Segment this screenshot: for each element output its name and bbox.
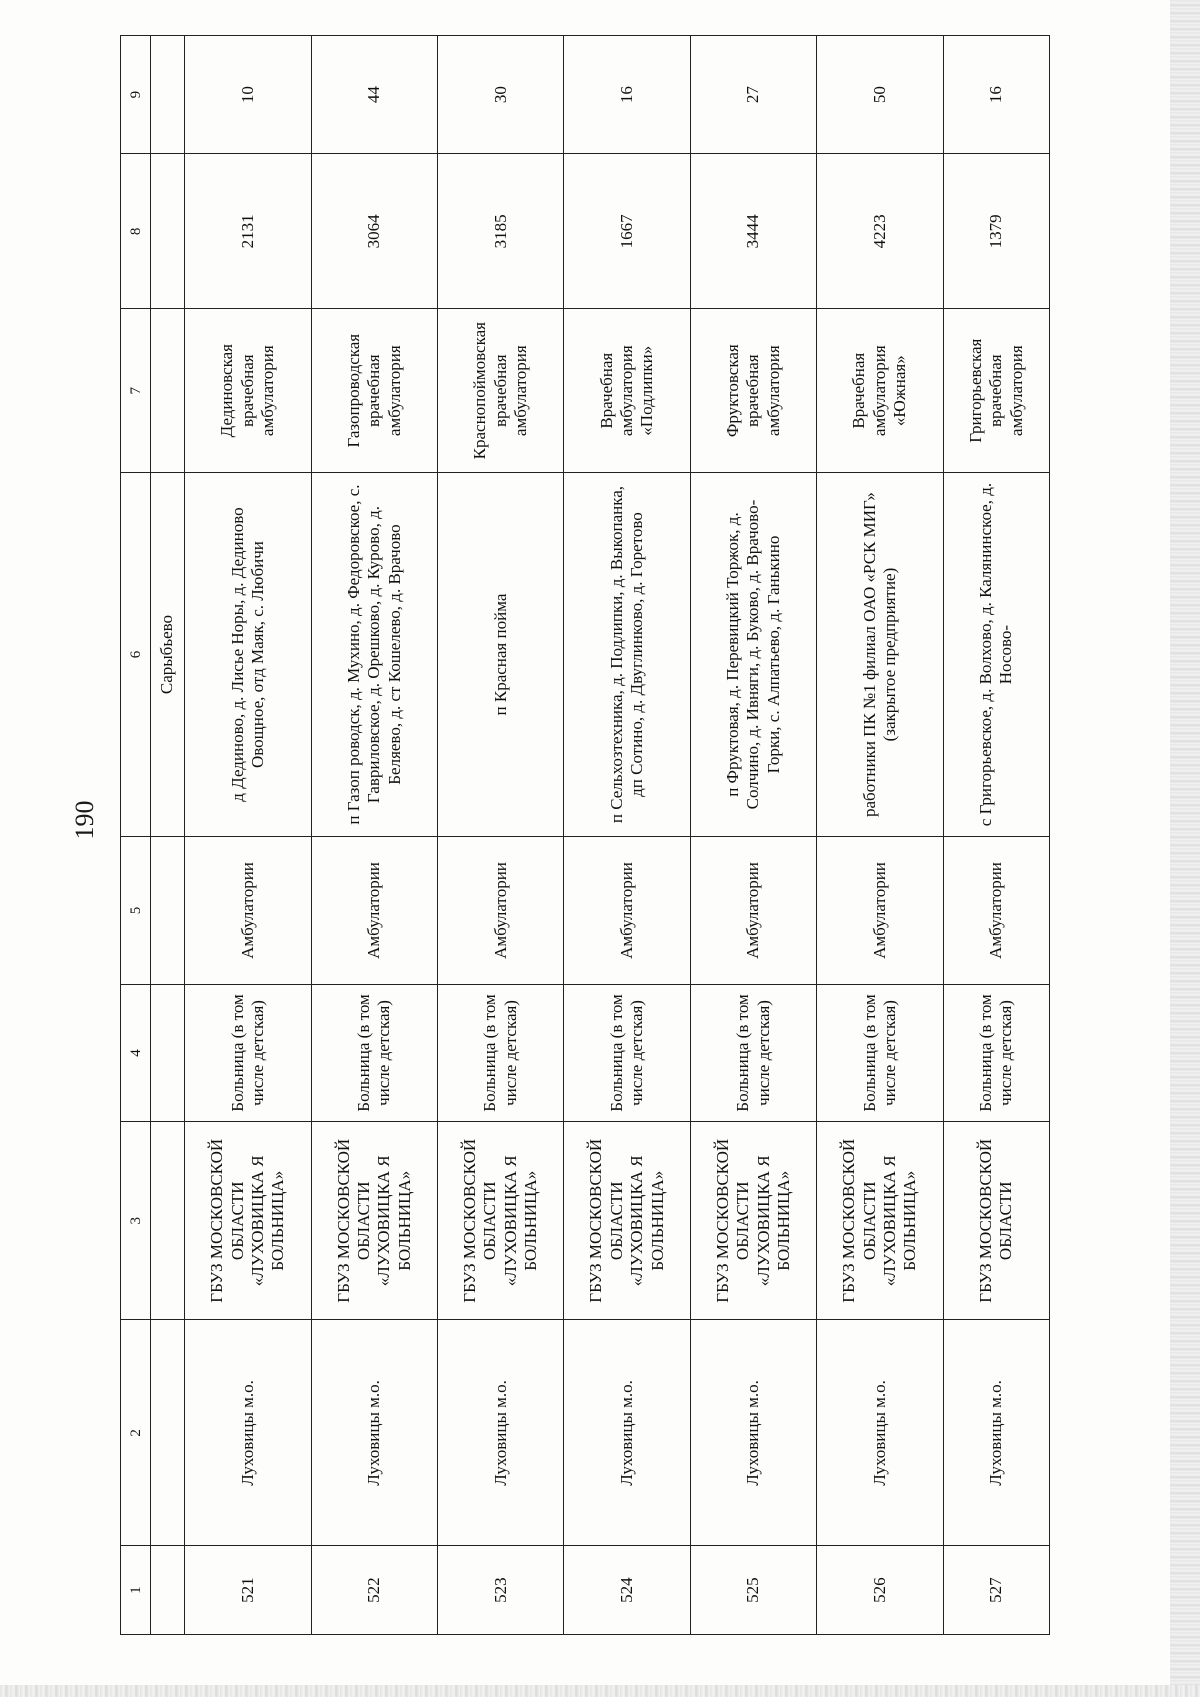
column-number: 6	[121, 472, 151, 836]
settlements-cell: с Григорьевское, д. Волхово, д. Калянинское, д. Носово-	[943, 472, 1049, 836]
table-cell	[151, 1122, 185, 1320]
unit-name-cell: Врачебная амбулатория «Южная»	[817, 309, 943, 473]
unit-type-cell: Амбулатории	[943, 837, 1049, 985]
population-cell: 1667	[564, 154, 690, 309]
settlements-cell: п Фруктовая, д. Перевицкий Торжок, д. Солчино, д. Ивняги, д. Буково, д. Врачово-Горки, с. Алпатьево, д. Ганькино	[690, 472, 816, 836]
col9-cell: 44	[311, 36, 437, 154]
table-cell	[151, 36, 185, 154]
row-number: 521	[185, 1546, 311, 1635]
district-cell: Луховицы м.о.	[690, 1320, 816, 1546]
table-row	[564, 36, 690, 1635]
population-cell: 4223	[817, 154, 943, 309]
unit-type-cell: Амбулатории	[438, 837, 564, 985]
unit-name-cell: Дединовская врачебная амбулатория	[185, 309, 311, 473]
population-cell: 2131	[185, 154, 311, 309]
row-number: 524	[564, 1546, 690, 1635]
facility-type-cell: Больница (в том числе детская)	[817, 984, 943, 1121]
unit-type-cell: Амбулатории	[564, 837, 690, 985]
table-row	[311, 36, 437, 1635]
table-cell	[151, 154, 185, 309]
district-cell: Луховицы м.о.	[311, 1320, 437, 1546]
facility-type-cell: Больница (в том числе детская)	[564, 984, 690, 1121]
organization-cell: ГБУЗ МОСКОВСКОЙ ОБЛАСТИ «ЛУХОВИЦКА Я БОЛЬНИЦА»	[438, 1122, 564, 1320]
column-number: 8	[121, 154, 151, 309]
row-number: 527	[943, 1546, 1049, 1635]
organization-cell: ГБУЗ МОСКОВСКОЙ ОБЛАСТИ «ЛУХОВИЦКА Я БОЛЬНИЦА»	[817, 1122, 943, 1320]
col9-cell: 16	[564, 36, 690, 154]
table-cell	[151, 837, 185, 985]
col9-cell: 50	[817, 36, 943, 154]
unit-type-cell: Амбулатории	[185, 837, 311, 985]
settlements-cell: п Газоп роводск, д. Мухино, д. Федоровское, с. Гавриловское, д. Орешково, д. Курово, д. Беляево, д. ст Кошелево, д. Врачово	[311, 472, 437, 836]
settlements-cell: п Сельхозтехника, д. Подлипки, д. Выкопанка, дп Сотино, д. Двуглинково, д. Горетово	[564, 472, 690, 836]
table-cell	[151, 1320, 185, 1546]
population-cell: 3444	[690, 154, 816, 309]
column-number: 5	[121, 837, 151, 985]
col9-cell: 16	[943, 36, 1049, 154]
unit-name-cell: Газопроводская врачебная амбулатория	[311, 309, 437, 473]
unit-type-cell: Амбулатории	[690, 837, 816, 985]
organization-cell: ГБУЗ МОСКОВСКОЙ ОБЛАСТИ «ЛУХОВИЦКА Я БОЛЬНИЦА»	[690, 1122, 816, 1320]
organization-cell: ГБУЗ МОСКОВСКОЙ ОБЛАСТИ	[943, 1122, 1049, 1320]
column-number-row	[121, 36, 151, 1635]
rotated-table-container	[120, 35, 1050, 1635]
data-table	[120, 35, 1050, 1635]
district-cell: Луховицы м.о.	[943, 1320, 1049, 1546]
facility-type-cell: Больница (в том числе детская)	[690, 984, 816, 1121]
district-cell: Луховицы м.о.	[564, 1320, 690, 1546]
district-cell: Луховицы м.о.	[817, 1320, 943, 1546]
table-cell	[151, 309, 185, 473]
unit-type-cell: Амбулатории	[817, 837, 943, 985]
organization-cell: ГБУЗ МОСКОВСКОЙ ОБЛАСТИ «ЛУХОВИЦКА Я БОЛЬНИЦА»	[185, 1122, 311, 1320]
table-cell	[151, 984, 185, 1121]
population-cell: 3064	[311, 154, 437, 309]
unit-name-cell: Григорьевская врачебная амбулатория	[943, 309, 1049, 473]
population-cell: 3185	[438, 154, 564, 309]
column-number: 4	[121, 984, 151, 1121]
table-row	[690, 36, 816, 1635]
col9-cell: 27	[690, 36, 816, 154]
row-number: 522	[311, 1546, 437, 1635]
district-cell: Луховицы м.о.	[185, 1320, 311, 1546]
population-cell: 1379	[943, 154, 1049, 309]
facility-type-cell: Больница (в том числе детская)	[185, 984, 311, 1121]
table-row	[943, 36, 1049, 1635]
unit-name-cell: Врачебная амбулатория «Подлипки»	[564, 309, 690, 473]
table-row	[817, 36, 943, 1635]
organization-cell: ГБУЗ МОСКОВСКОЙ ОБЛАСТИ «ЛУХОВИЦКА Я БОЛЬНИЦА»	[311, 1122, 437, 1320]
district-cell: Луховицы м.о.	[438, 1320, 564, 1546]
organization-cell: ГБУЗ МОСКОВСКОЙ ОБЛАСТИ «ЛУХОВИЦКА Я БОЛЬНИЦА»	[564, 1122, 690, 1320]
column-number: 7	[121, 309, 151, 473]
row-number: 526	[817, 1546, 943, 1635]
facility-type-cell: Больница (в том числе детская)	[943, 984, 1049, 1121]
settlements-cell: д Дединово, д. Лисье Норы, д. Дединово Овощное, отд Маяк, с. Любичи	[185, 472, 311, 836]
facility-type-cell: Больница (в том числе детская)	[438, 984, 564, 1121]
column-number: 2	[121, 1320, 151, 1546]
row-number: 525	[690, 1546, 816, 1635]
col9-cell: 10	[185, 36, 311, 154]
continuation-text: Сарыбьево	[151, 472, 185, 836]
table-row	[438, 36, 564, 1635]
table-cell	[151, 1546, 185, 1635]
page-number: 190	[70, 800, 99, 840]
settlements-cell: работники ПК №1 филиал ОАО «РСК МИГ» (закрытое предприятие)	[817, 472, 943, 836]
column-number: 1	[121, 1546, 151, 1635]
unit-type-cell: Амбулатории	[311, 837, 437, 985]
scan-edge-bottom	[0, 1685, 1200, 1697]
column-number: 9	[121, 36, 151, 154]
table-row	[185, 36, 311, 1635]
settlements-cell: п Красная пойма	[438, 472, 564, 836]
unit-name-cell: Фруктовская врачебная амбулатория	[690, 309, 816, 473]
column-number: 3	[121, 1122, 151, 1320]
col9-cell: 30	[438, 36, 564, 154]
scan-edge-right	[1170, 0, 1200, 1697]
row-number: 523	[438, 1546, 564, 1635]
unit-name-cell: Краснопоймовская врачебная амбулатория	[438, 309, 564, 473]
continuation-row	[151, 36, 185, 1635]
facility-type-cell: Больница (в том числе детская)	[311, 984, 437, 1121]
